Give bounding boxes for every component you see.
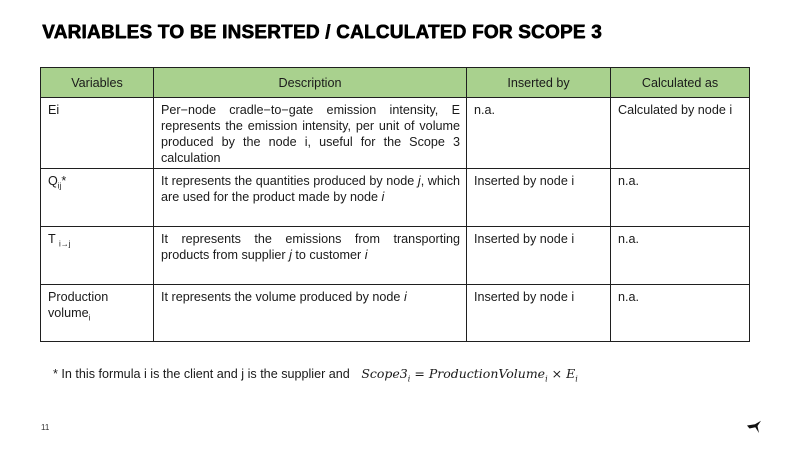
variable-symbol: T — [48, 232, 56, 246]
description-italic: i — [364, 248, 368, 262]
table-row — [41, 227, 750, 285]
variable-subscript: i→j — [58, 239, 71, 249]
header-inserted-by: Inserted by — [467, 68, 611, 98]
cell-description — [154, 285, 467, 342]
slide-title: VARIABLES TO BE INSERTED / CALCULATED FOR SCOPE 3 — [42, 22, 602, 43]
brand-logo-icon — [746, 420, 762, 434]
cell-inserted-by: n.a. — [467, 98, 611, 169]
formula-times: × — [551, 366, 563, 381]
cell-calculated-as: n.a. — [611, 227, 750, 285]
footnote-text: * In this formula i is the client and j is the supplier and — [53, 367, 350, 381]
page-number: 11 — [41, 423, 50, 432]
description-italic: j — [289, 248, 292, 262]
table-header-row — [41, 68, 750, 98]
formula-term2: E — [566, 366, 576, 381]
cell-calculated-as: n.a. — [611, 285, 750, 342]
header-variables: Variables — [41, 68, 154, 98]
formula-term1: ProductionVolume — [428, 366, 546, 381]
variable-subscript: ij — [57, 181, 62, 191]
variables-table — [40, 67, 750, 342]
footnote — [53, 366, 578, 384]
cell-description — [154, 169, 467, 227]
description-text: , which are used for the product made by node — [161, 174, 460, 204]
cell-variable — [41, 227, 154, 285]
formula-term1-sub: i — [545, 374, 548, 384]
description-italic: i — [381, 190, 385, 204]
cell-inserted-by: Inserted by node i — [467, 285, 611, 342]
cell-variable — [41, 285, 154, 342]
cell-variable: Ei — [41, 98, 154, 169]
scope3-formula — [361, 366, 578, 384]
description-text: It represents the emissions from transporting products from supplier — [161, 232, 460, 262]
header-calculated-as: Calculated as — [611, 68, 750, 98]
cell-description — [154, 227, 467, 285]
description-text: It represents the quantities produced by node — [161, 174, 418, 188]
formula-lhs-sub: i — [407, 374, 411, 384]
variable-symbol: Production volume — [48, 290, 109, 320]
table-row — [41, 169, 750, 227]
description-text: It represents the volume produced by node — [161, 290, 404, 304]
description-italic: i — [403, 290, 407, 304]
cell-description: Per−node cradle−to−gate emission intensity, E represents the emission intensity, per unit of volume produced by the node i, useful for the Scope 3 calculation — [154, 98, 467, 169]
cell-inserted-by: Inserted by node i — [467, 169, 611, 227]
table-row — [41, 98, 750, 169]
cell-variable — [41, 169, 154, 227]
formula-term2-sub: i — [575, 374, 578, 384]
formula-lhs: Scope3 — [361, 366, 408, 381]
cell-calculated-as: Calculated by node i — [611, 98, 750, 169]
description-text: to customer — [291, 248, 365, 262]
cell-calculated-as: n.a. — [611, 169, 750, 227]
description-italic: j — [417, 174, 421, 188]
variable-subscript: i — [88, 313, 91, 323]
cell-inserted-by: Inserted by node i — [467, 227, 611, 285]
table-row — [41, 285, 750, 342]
variable-symbol: Q — [48, 174, 58, 188]
header-description: Description — [154, 68, 467, 98]
formula-equals: = — [414, 366, 425, 381]
variable-superscript: * — [61, 174, 67, 188]
